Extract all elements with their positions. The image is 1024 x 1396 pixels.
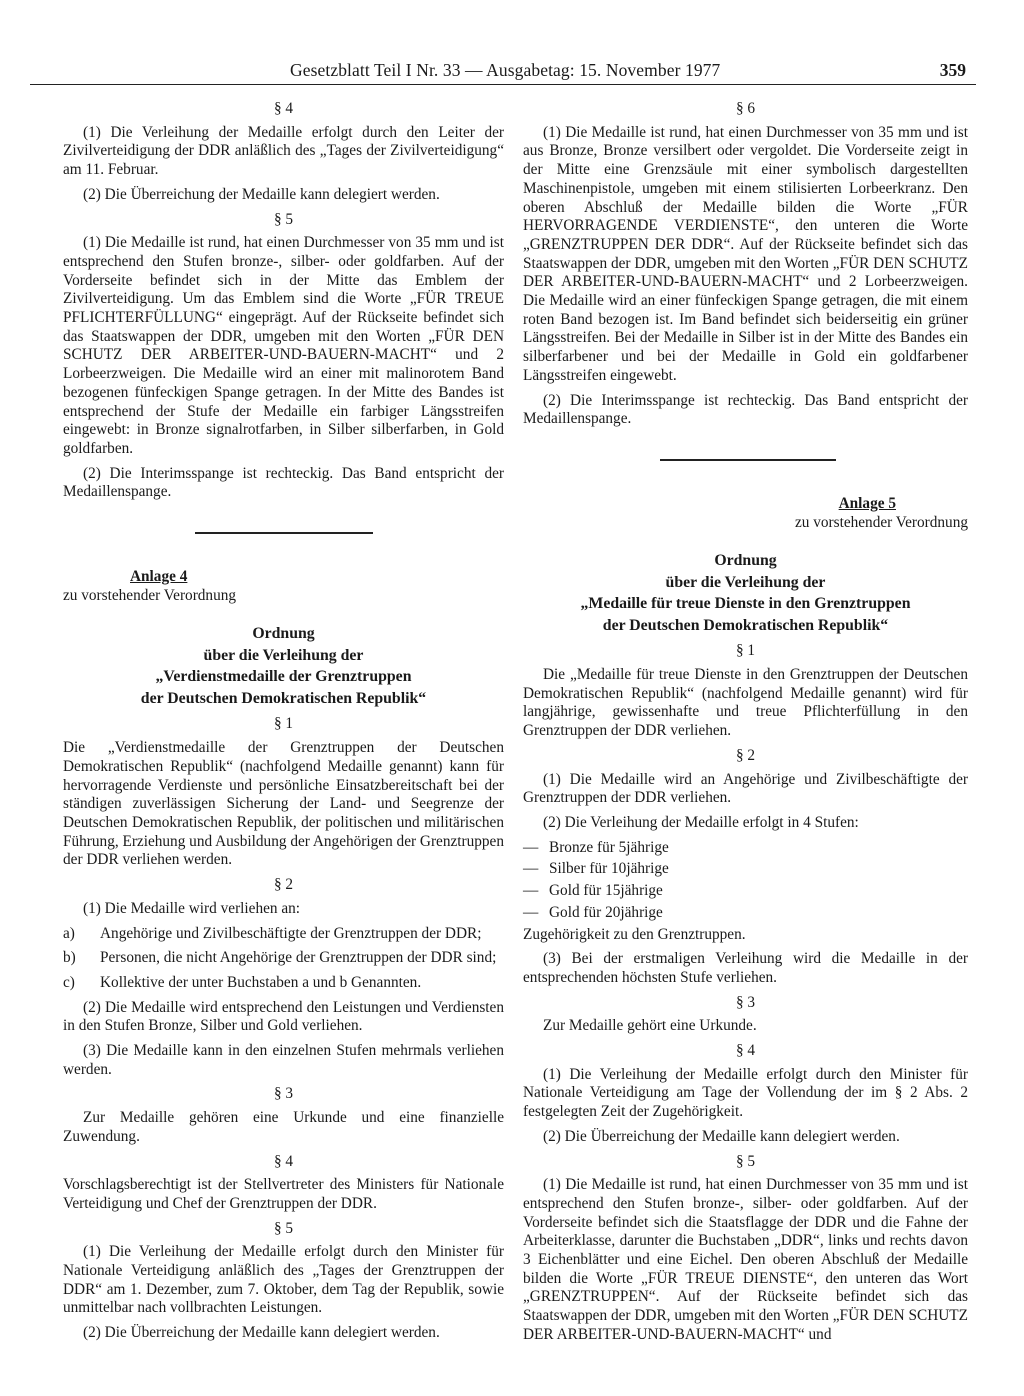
section-heading: § 4 xyxy=(273,100,294,117)
gazette-title: Gesetzblatt Teil I Nr. 33 — Ausgabetag: 15. November 1977 xyxy=(290,60,721,80)
paragraph: (1) Die Medaille wird verliehen an: xyxy=(83,899,301,917)
section-heading: § 5 xyxy=(735,1152,756,1170)
header-rule xyxy=(30,84,976,85)
section-heading: § 1 xyxy=(273,715,294,733)
order-title-line: über die Verleihung der xyxy=(203,646,364,664)
list-item xyxy=(523,882,968,901)
list-item-text: Silber für 10jährige xyxy=(549,860,669,878)
paragraph: (3) Bei der erstmaligen Verleihung wird die Medaille in der entsprechenden höchsten Stufe verliehen. xyxy=(523,950,968,986)
paragraph: Vorschlagsberechtigt ist der Stellvertreter des Ministers für Nationale Verteidigung und Chef der Grenztruppen der DDR. xyxy=(63,1176,504,1212)
paragraph: (1) Die Medaille wird an Angehörige und Zivilbeschäftigte der Grenztruppen der DDR verliehen. xyxy=(523,770,968,807)
paragraph: Zur Medaille gehört eine Urkunde. xyxy=(543,1017,757,1035)
annex-label: Anlage 5 xyxy=(838,494,896,512)
list-item-text: Kollektive der unter Buchstaben a und b Genannten. xyxy=(100,973,422,991)
list-marker: — xyxy=(523,860,539,878)
paragraph: (2) Die Verleihung der Medaille erfolgt in 4 Stufen: xyxy=(543,813,859,831)
annex-label: Anlage 4 xyxy=(130,568,188,586)
order-title-line: Ordnung xyxy=(252,625,315,643)
list-item xyxy=(523,904,968,923)
section-heading: § 5 xyxy=(273,1219,294,1237)
section-divider xyxy=(195,532,373,534)
order-title-line: über die Verleihung der xyxy=(665,573,826,591)
order-title-line: „Verdienstmedaille der Grenztruppen xyxy=(155,668,412,686)
paragraph: (2) Die Überreichung der Medaille kann delegiert werden. xyxy=(543,1127,900,1145)
paragraph: (1) Die Medaille ist rund, hat einen Durchmesser von 35 mm und ist aus Bronze, Bronze versilbert oder vergoldet. Die Vorderseite zeigt in der Mitte eine Grenzsäule mit einer symbolisch dargestellten Maschinenpistole, umgeben mit einem stilisierten Lorbeerkranz. Den oberen Abschluß der Medaille bilden die Worte „FÜR HERVORRAGENDE VERDIENSTE“, den unteren die Worte „GRENZTRUPPEN DER DDR“. Auf der Rückseite befindet sich das Staatswappen der DDR, umgeben mit den Worten „FÜR DEN SCHUTZ DER ARBEITER-UND-BAUERN-MACHT“ und 2 Lorbeerzweigen. Die Medaille wird an einer fünfeckigen Spange getragen, die mit einem roten Band bezogen ist. Im Band befindet sich beiderseitig ein grüner Längsstreifen. Bei der Medaille in Silber ist in der Mitte des Bandes ein silberfarbener und bei der Medaille in Gold ein goldfarbener Längsstreifen eingewebt. xyxy=(523,123,968,384)
annex-subtitle: zu vorstehender Verordnung xyxy=(794,513,968,531)
list-item-text: Gold für 15jährige xyxy=(549,882,663,900)
order-title-line: „Medaille für treue Dienste in den Grenztruppen xyxy=(580,595,911,613)
order-title-line: der Deutschen Demokratischen Republik“ xyxy=(140,689,427,707)
paragraph: (2) Die Interimsspange ist rechteckig. Das Band entspricht der Medaillenspange. xyxy=(63,464,504,501)
section-heading: § 3 xyxy=(273,1085,294,1103)
section-heading: § 5 xyxy=(273,210,294,228)
list-item-text: Angehörige und Zivilbeschäftigte der Grenztruppen der DDR; xyxy=(100,924,482,942)
list-item-text: Gold für 20jährige xyxy=(549,903,663,921)
list-item xyxy=(523,839,968,858)
list-item-text: Personen, die nicht Angehörige der Grenztruppen der DDR sind; xyxy=(100,949,497,967)
list-item xyxy=(523,860,968,879)
paragraph: (3) Die Medaille kann in den einzelnen Stufen mehrmals verliehen werden. xyxy=(63,1042,504,1078)
page-header xyxy=(0,60,1024,86)
list-item xyxy=(63,925,504,944)
paragraph: Zugehörigkeit zu den Grenztruppen. xyxy=(523,925,746,943)
section-heading: § 4 xyxy=(273,1152,294,1170)
list-item-text: Bronze für 5jährige xyxy=(549,838,669,856)
section-heading: § 2 xyxy=(273,876,294,894)
section-heading: § 3 xyxy=(735,993,756,1011)
paragraph: (2) Die Überreichung der Medaille kann delegiert werden. xyxy=(83,1324,440,1342)
section-heading: § 6 xyxy=(735,100,756,117)
paragraph: (1) Die Verleihung der Medaille erfolgt durch den Minister für Nationale Verteidigung anläßlich des „Tages der Grenztruppen der DDR“ am 1. Dezember, zum 7. Oktober, dem Tag der Republik, sowie unmittelbar nach vollbrachten Leistungen. xyxy=(63,1243,504,1317)
order-title-line: der Deutschen Demokratischen Republik“ xyxy=(602,616,889,634)
section-heading: § 4 xyxy=(735,1042,756,1060)
annex-subtitle: zu vorstehender Verordnung xyxy=(63,586,237,604)
section-heading: § 1 xyxy=(735,642,756,660)
list-item xyxy=(63,974,504,993)
paragraph: (2) Die Überreichung der Medaille kann delegiert werden. xyxy=(83,185,440,203)
list-marker: — xyxy=(523,838,539,856)
paragraph: (1) Die Medaille ist rund, hat einen Durchmesser von 35 mm und ist entsprechend den Stufen bronze-, silber- oder goldfarben. Auf der Vorderseite befindet sich in der Mitte das Emblem der Zivilverteidigung. Um das Emblem sind die Worte „FÜR TREUE PFLICHTERFÜLLUNG“ eingeprägt. Auf der Rückseite befindet sich das Staatswappen der DDR, umgeben mit den Worten „FÜR DEN SCHUTZ DER ARBEITER-UND-BAUERN-MACHT“ und 2 Lorbeerzweigen. Die Medaille wird an einer mit malinorotem Band bezogenen fünfeckigen Spange getragen. In der Mitte des Bandes ist entsprechend der Stufe der Medaille ein farbiger Längsstreifen eingewebt: in Bronze signalrotfarben, in Silber silberfarben, in Gold goldfarben. xyxy=(63,234,504,457)
list-marker: c) xyxy=(63,973,75,991)
paragraph: Die „Verdienstmedaille der Grenztruppen der Deutschen Demokratischen Republik“ (nachfolgend Medaille genannt) kann für hervorragende Verdienste und persönliche Einsatzbereitschaft bei der ständigen zuverlässigen Sicherung der Land- und Seegrenze der Deutschen Demokratischen Republik, der politischen und militärischen Führung, Erziehung und Ausbildung der Angehörigen der Grenztruppen der DDR verliehen werden. xyxy=(63,739,504,869)
right-column xyxy=(523,100,968,1351)
left-column xyxy=(63,100,504,1349)
list-marker: — xyxy=(523,903,539,921)
list-marker: — xyxy=(523,882,539,900)
paragraph: Zur Medaille gehören eine Urkunde und eine finanzielle Zuwendung. xyxy=(63,1109,504,1145)
paragraph: (2) Die Interimsspange ist rechteckig. Das Band entspricht der Medaillenspange. xyxy=(523,391,968,428)
paragraph: (2) Die Medaille wird entsprechend den Leistungen und Verdiensten in den Stufen Bronze, Silber und Gold verliehen. xyxy=(63,998,504,1035)
order-title-line: Ordnung xyxy=(714,552,777,570)
page-number: 359 xyxy=(939,60,966,80)
paragraph: (1) Die Verleihung der Medaille erfolgt durch den Minister für Nationale Verteidigung am Tage der Vollendung der im § 2 Abs. 2 festgelegten Zeit der Zugehörigkeit. xyxy=(523,1065,968,1121)
paragraph: (1) Die Verleihung der Medaille erfolgt durch den Leiter der Zivilverteidigung der DDR anläßlich des „Tages der Zivilverteidigung“ am 11. Februar. xyxy=(63,123,504,179)
section-heading: § 2 xyxy=(735,746,756,764)
list-marker: a) xyxy=(63,924,75,942)
paragraph: Die „Medaille für treue Dienste in den Grenztruppen der Deutschen Demokratischen Republik“ (nachfolgend Medaille genannt) wird für langjährige, gewissenhafte und treue Pflichterfüllung in den Grenztruppen der DDR verliehen. xyxy=(523,666,968,740)
paragraph: (1) Die Medaille ist rund, hat einen Durchmesser von 35 mm und ist entsprechend den Stufen bronze-, silber- oder goldfarben. Auf der Vorderseite befindet sich die Staatsflagge der DDR und die Fahne der Arbeiterklasse, darunter die Buchstaben „DDR“, links und rechts davon 3 Eichenblätter und eine Eichel. Den oberen Abschluß der Medaille bilden die Worte „FÜR TREUE DIENSTE“, den unteren das Wort „GRENZTRUPPEN“. Auf der Rückseite befindet sich das Staatswappen der DDR, umgeben mit den Worten „FÜR DEN SCHUTZ DER ARBEITER-UND-BAUERN-MACHT“ und xyxy=(523,1176,968,1343)
section-divider xyxy=(660,459,836,461)
list-marker: b) xyxy=(63,949,76,967)
list-item xyxy=(63,949,504,968)
